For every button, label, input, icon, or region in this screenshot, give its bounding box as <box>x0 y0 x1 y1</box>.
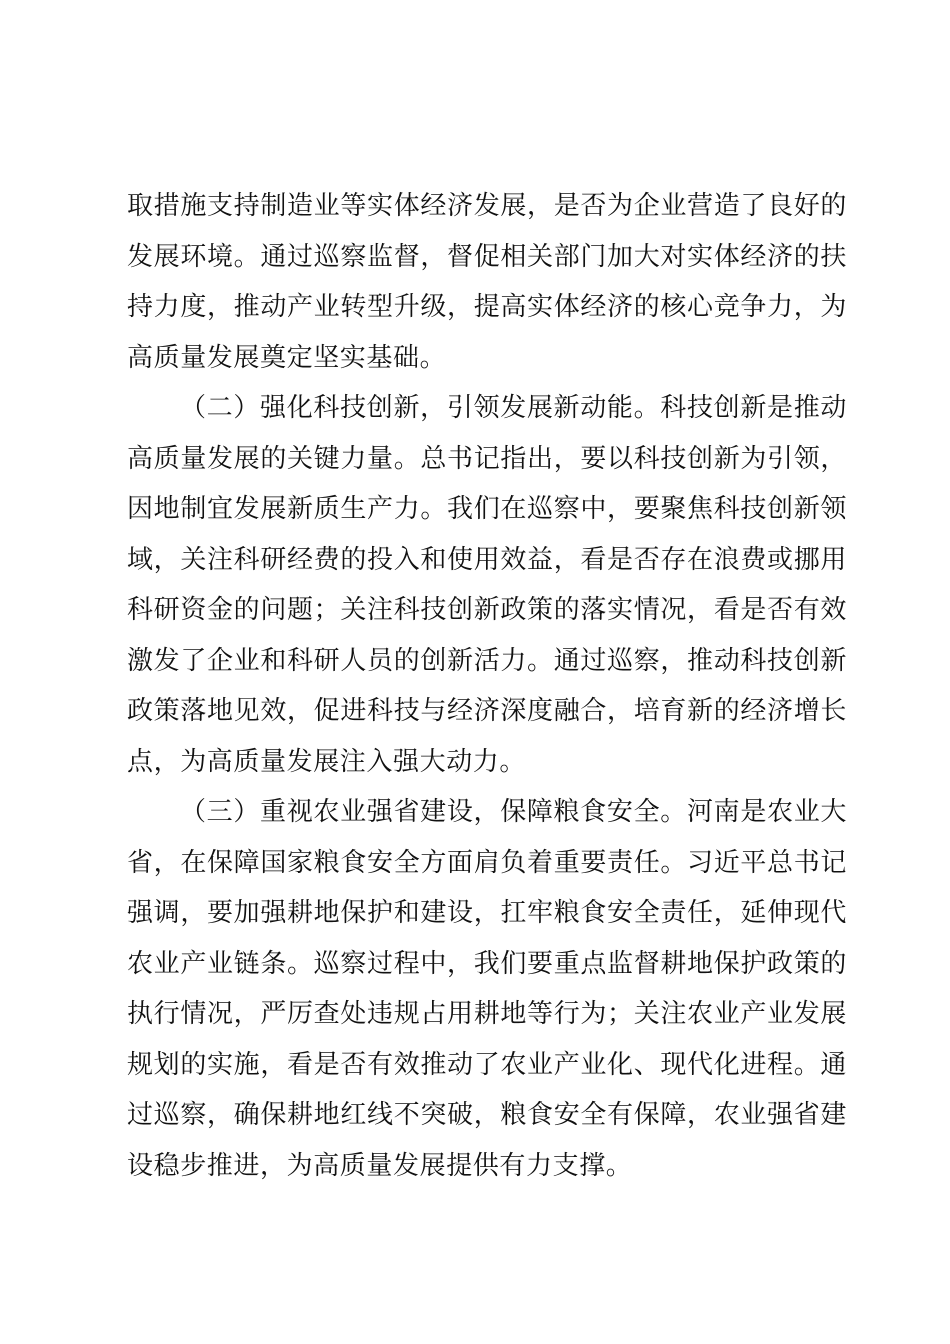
document-body <box>127 181 847 1191</box>
paragraph-section-two: （二）强化科技创新，引领发展新动能。科技创新是推动高质量发展的关键力量。总书记指出，要以科技创新为引领，因地制宜发展新质生产力。我们在巡察中，要聚焦科技创新领域，关注科研经费的投入和使用效益，看是否存在浪费或挪用科研资金的问题；关注科技创新政策的落实情况，看是否有效激发了企业和科研人员的创新活力。通过巡察，推动科技创新政策落地见效，促进科技与经济深度融合，培育新的经济增长点，为高质量发展注入强大动力。 <box>127 393 847 777</box>
paragraph-continuation: 取措施支持制造业等实体经济发展，是否为企业营造了良好的发展环境。通过巡察监督，督促相关部门加大对实体经济的扶持力度，推动产业转型升级，提高实体经济的核心竞争力，为高质量发展奠定坚实基础。 <box>127 191 847 373</box>
paragraph-section-three: （三）重视农业强省建设，保障粮食安全。河南是农业大省，在保障国家粮食安全方面肩负着重要责任。习近平总书记强调，要加强耕地保护和建设，扛牢粮食安全责任，延伸现代农业产业链条。巡察过程中，我们要重点监督耕地保护政策的执行情况，严厉查处违规占用耕地等行为；关注农业产业发展规划的实施，看是否有效推动了农业产业化、现代化进程。通过巡察，确保耕地红线不突破，粮食安全有保障，农业强省建设稳步推进，为高质量发展提供有力支撑。 <box>127 797 847 1181</box>
